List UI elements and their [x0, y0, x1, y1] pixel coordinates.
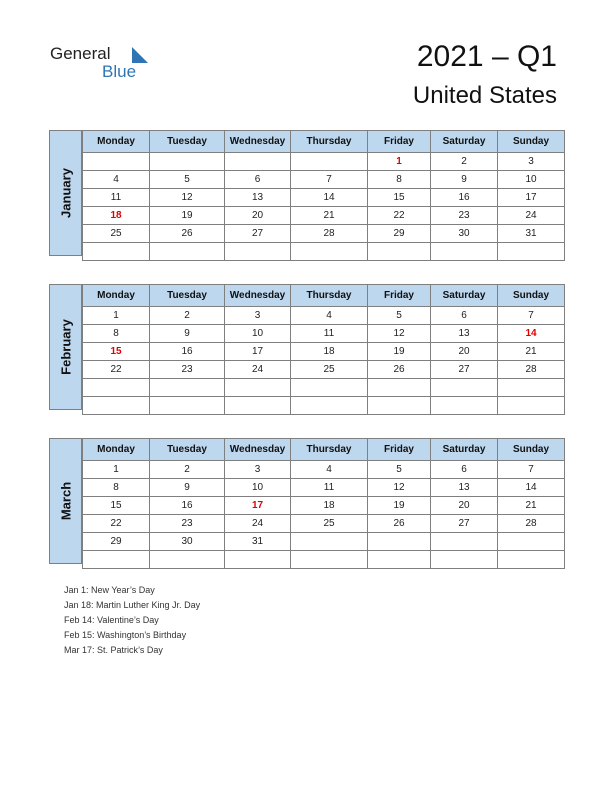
country-subtitle: United States: [412, 82, 557, 109]
day-cell: 9: [150, 325, 225, 343]
week-row: [83, 533, 565, 551]
day-cell: 12: [368, 479, 431, 497]
day-cell: 25: [291, 515, 368, 533]
day-cell: 30: [431, 225, 498, 243]
holiday-note: Feb 15: Washington’s Birthday: [64, 630, 187, 640]
day-cell: 14: [291, 189, 368, 207]
day-cell: [150, 153, 225, 171]
day-cell: 22: [83, 361, 150, 379]
day-cell: [150, 397, 225, 415]
logo-blue: Blue: [102, 62, 137, 81]
weekday-header: Sunday: [498, 439, 565, 461]
day-cell: 9: [431, 171, 498, 189]
day-cell: 3: [498, 153, 565, 171]
day-cell: 1: [83, 461, 150, 479]
day-cell: 8: [368, 171, 431, 189]
day-cell: 18: [291, 343, 368, 361]
weekday-header: Monday: [83, 285, 150, 307]
weekday-header: Saturday: [431, 439, 498, 461]
day-cell: [498, 379, 565, 397]
day-cell: [291, 243, 368, 261]
day-cell: 10: [225, 479, 291, 497]
day-cell: 11: [83, 189, 150, 207]
day-cell: 12: [150, 189, 225, 207]
day-cell: 9: [150, 479, 225, 497]
logo-general: General: [50, 44, 111, 63]
month-grid: [82, 438, 565, 569]
day-cell: 19: [368, 343, 431, 361]
holiday-note: Jan 18: Martin Luther King Jr. Day: [64, 600, 201, 610]
day-cell: 22: [368, 207, 431, 225]
day-cell: 15: [83, 497, 150, 515]
day-cell: 14: [498, 325, 565, 343]
day-cell: [291, 551, 368, 569]
week-row: [83, 153, 565, 171]
day-cell: 21: [498, 497, 565, 515]
day-cell: [431, 379, 498, 397]
week-row: [83, 307, 565, 325]
holiday-note: Jan 1: New Year’s Day: [64, 585, 155, 595]
weekday-header: Tuesday: [150, 285, 225, 307]
day-cell: 11: [291, 325, 368, 343]
weekday-header: Wednesday: [225, 285, 291, 307]
page-title: 2021 – Q1: [416, 40, 557, 73]
day-cell: 21: [498, 343, 565, 361]
day-cell: 24: [498, 207, 565, 225]
day-cell: 28: [498, 515, 565, 533]
day-cell: [291, 533, 368, 551]
day-cell: 24: [225, 515, 291, 533]
day-cell: [368, 379, 431, 397]
day-cell: [498, 551, 565, 569]
day-cell: 26: [150, 225, 225, 243]
week-row: [83, 397, 565, 415]
week-row: [83, 551, 565, 569]
weekday-header: Friday: [368, 131, 431, 153]
day-cell: 29: [83, 533, 150, 551]
day-cell: 18: [291, 497, 368, 515]
day-cell: [291, 153, 368, 171]
day-cell: [83, 397, 150, 415]
week-row: [83, 479, 565, 497]
weekday-header: Thursday: [291, 131, 368, 153]
holiday-notes: [64, 583, 200, 658]
day-cell: 4: [291, 307, 368, 325]
day-cell: 5: [150, 171, 225, 189]
weekday-header: Wednesday: [225, 131, 291, 153]
day-cell: 20: [431, 343, 498, 361]
week-row: [83, 189, 565, 207]
week-row: [83, 343, 565, 361]
weekday-header-row: [83, 285, 565, 307]
week-row: [83, 243, 565, 261]
day-cell: [498, 533, 565, 551]
weekday-header-row: [83, 439, 565, 461]
day-cell: 13: [225, 189, 291, 207]
month-grid: [82, 284, 565, 415]
month-label-cell: [49, 438, 82, 564]
day-cell: 7: [498, 461, 565, 479]
day-cell: 7: [498, 307, 565, 325]
day-cell: 5: [368, 307, 431, 325]
month-label-cell: [49, 130, 82, 256]
logo-triangle-icon: [132, 47, 148, 63]
day-cell: 15: [368, 189, 431, 207]
weekday-header: Friday: [368, 439, 431, 461]
day-cell: 15: [83, 343, 150, 361]
day-cell: [498, 397, 565, 415]
day-cell: 23: [150, 515, 225, 533]
day-cell: [150, 379, 225, 397]
day-cell: 28: [291, 225, 368, 243]
month-grid: [82, 130, 565, 261]
day-cell: [291, 379, 368, 397]
week-row: [83, 207, 565, 225]
day-cell: [368, 243, 431, 261]
day-cell: [225, 379, 291, 397]
day-cell: 30: [150, 533, 225, 551]
day-cell: 17: [225, 343, 291, 361]
day-cell: 26: [368, 361, 431, 379]
week-row: [83, 225, 565, 243]
month-calendar-january: [49, 130, 564, 256]
week-row: [83, 497, 565, 515]
day-cell: [431, 397, 498, 415]
day-cell: 12: [368, 325, 431, 343]
day-cell: 2: [150, 307, 225, 325]
day-cell: [498, 243, 565, 261]
day-cell: 25: [291, 361, 368, 379]
weekday-header: Monday: [83, 131, 150, 153]
week-row: [83, 379, 565, 397]
weekday-header-row: [83, 131, 565, 153]
day-cell: 27: [431, 515, 498, 533]
day-cell: [225, 551, 291, 569]
weekday-header: Wednesday: [225, 439, 291, 461]
day-cell: 18: [83, 207, 150, 225]
day-cell: 16: [431, 189, 498, 207]
day-cell: 29: [368, 225, 431, 243]
holiday-note: Mar 17: St. Patrick’s Day: [64, 645, 163, 655]
day-cell: 3: [225, 461, 291, 479]
week-row: [83, 171, 565, 189]
day-cell: 31: [498, 225, 565, 243]
day-cell: 13: [431, 325, 498, 343]
day-cell: 10: [225, 325, 291, 343]
day-cell: 2: [150, 461, 225, 479]
day-cell: 28: [498, 361, 565, 379]
month-calendar-february: [49, 284, 564, 410]
day-cell: 6: [431, 307, 498, 325]
weekday-header: Thursday: [291, 439, 368, 461]
weekday-header: Saturday: [431, 285, 498, 307]
day-cell: [225, 397, 291, 415]
day-cell: 22: [83, 515, 150, 533]
weekday-header: Monday: [83, 439, 150, 461]
day-cell: [225, 243, 291, 261]
day-cell: 10: [498, 171, 565, 189]
day-cell: [83, 153, 150, 171]
day-cell: 13: [431, 479, 498, 497]
day-cell: 27: [225, 225, 291, 243]
day-cell: 1: [368, 153, 431, 171]
day-cell: 1: [83, 307, 150, 325]
week-row: [83, 361, 565, 379]
day-cell: [291, 397, 368, 415]
logo: [50, 44, 150, 84]
day-cell: 27: [431, 361, 498, 379]
month-label-cell: [49, 284, 82, 410]
day-cell: 16: [150, 343, 225, 361]
weekday-header: Thursday: [291, 285, 368, 307]
day-cell: 11: [291, 479, 368, 497]
day-cell: 17: [498, 189, 565, 207]
day-cell: 25: [83, 225, 150, 243]
day-cell: 7: [291, 171, 368, 189]
day-cell: 19: [150, 207, 225, 225]
day-cell: [431, 243, 498, 261]
day-cell: 31: [225, 533, 291, 551]
day-cell: 20: [431, 497, 498, 515]
holiday-note: Feb 14: Valentine’s Day: [64, 615, 159, 625]
weekday-header: Tuesday: [150, 131, 225, 153]
day-cell: 19: [368, 497, 431, 515]
day-cell: [368, 533, 431, 551]
weekday-header: Friday: [368, 285, 431, 307]
day-cell: [431, 551, 498, 569]
day-cell: [368, 397, 431, 415]
day-cell: 23: [431, 207, 498, 225]
day-cell: 26: [368, 515, 431, 533]
day-cell: 8: [83, 479, 150, 497]
month-calendar-march: [49, 438, 564, 564]
day-cell: 3: [225, 307, 291, 325]
day-cell: 21: [291, 207, 368, 225]
day-cell: 5: [368, 461, 431, 479]
day-cell: 8: [83, 325, 150, 343]
day-cell: 4: [291, 461, 368, 479]
day-cell: 4: [83, 171, 150, 189]
day-cell: 6: [225, 171, 291, 189]
day-cell: [431, 533, 498, 551]
month-name: February: [58, 319, 73, 375]
week-row: [83, 461, 565, 479]
day-cell: 20: [225, 207, 291, 225]
month-name: March: [58, 481, 73, 521]
weekday-header: Saturday: [431, 131, 498, 153]
day-cell: 23: [150, 361, 225, 379]
week-row: [83, 515, 565, 533]
week-row: [83, 325, 565, 343]
day-cell: [83, 243, 150, 261]
day-cell: 6: [431, 461, 498, 479]
weekday-header: Tuesday: [150, 439, 225, 461]
day-cell: [225, 153, 291, 171]
day-cell: 2: [431, 153, 498, 171]
month-name: January: [58, 168, 73, 218]
weekday-header: Sunday: [498, 131, 565, 153]
day-cell: 17: [225, 497, 291, 515]
day-cell: 16: [150, 497, 225, 515]
day-cell: [150, 551, 225, 569]
day-cell: [368, 551, 431, 569]
day-cell: [83, 551, 150, 569]
weekday-header: Sunday: [498, 285, 565, 307]
day-cell: [83, 379, 150, 397]
day-cell: 14: [498, 479, 565, 497]
day-cell: 24: [225, 361, 291, 379]
day-cell: [150, 243, 225, 261]
